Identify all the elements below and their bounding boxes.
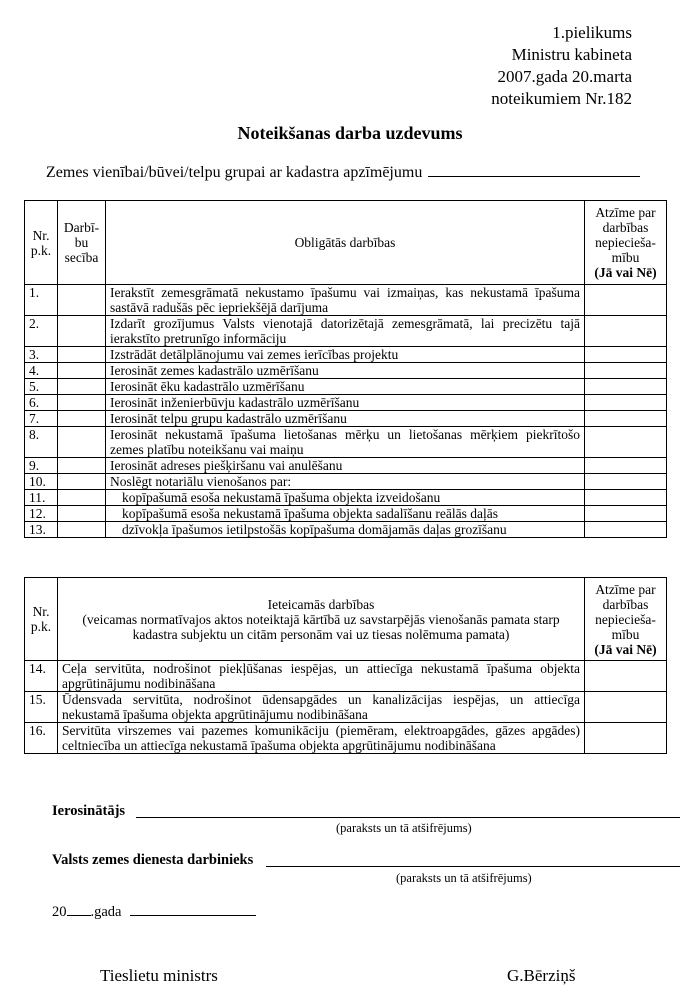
employee-signature-line[interactable] [266,853,680,867]
row-seq-cell[interactable] [58,427,106,458]
row-seq-cell[interactable] [58,379,106,395]
row-mark-cell[interactable] [585,490,667,506]
row-nr: 11. [25,490,58,506]
year-blank-line[interactable] [67,903,91,916]
row-mark-cell[interactable] [585,411,667,427]
row-text: Ierakstīt zemesgrāmatā nekustamo īpašumu vai izmaiņas, kas nekustamā īpašuma sastāvā radušās pēc iepriekšējā darījuma [106,285,585,316]
row-nr: 15. [25,692,58,723]
row-nr: 8. [25,427,58,458]
row-nr: 13. [25,522,58,538]
row-seq-cell[interactable] [58,490,106,506]
col-mark [585,578,667,661]
annex-line: noteikumiem Nr.182 [491,89,632,108]
table-row [25,692,667,723]
row-mark-cell[interactable] [585,522,667,538]
row-text: kopīpašumā esoša nekustamā īpašuma objekta sadalīšanu reālās daļās [106,506,585,522]
cadastre-field [46,162,640,182]
row-nr: 3. [25,347,58,363]
table-row [25,379,667,395]
row-nr: 12. [25,506,58,522]
row-seq-cell[interactable] [58,458,106,474]
row-text: Noslēgt notariālu vienošanos par: [106,474,585,490]
row-mark-cell[interactable] [585,661,667,692]
col-seq: Darbī-bu secība [58,201,106,285]
col-mark-label: Atzīme par darbības nepiecieša-mību [595,205,656,265]
table-row [25,490,667,506]
mandatory-actions-table [24,200,667,538]
row-mark-cell[interactable] [585,506,667,522]
row-nr: 1. [25,285,58,316]
table-header-row [25,578,667,661]
table-row [25,411,667,427]
col-actions [58,578,585,661]
row-seq-cell[interactable] [58,474,106,490]
employee-caption: (paraksts un tā atšifrējums) [396,871,532,885]
table-row [25,285,667,316]
row-nr: 7. [25,411,58,427]
initiator-label: Ierosinātājs [52,803,126,819]
col-actions: Obligātās darbības [106,201,585,285]
row-text: Servitūta virszemes vai pazemes komunikāciju (piemēram, elektroapgādes, gāzes apgādes) celtniecība un attiecīga nekustamā īpašuma objekta apgrūtinājumu nodibināšana [58,723,585,754]
recommended-actions-table [24,577,667,754]
annex-line: 2007.gada 20.marta [497,67,632,86]
col-nr: Nr. p.k. [25,201,58,285]
row-seq-cell[interactable] [58,506,106,522]
annex-line: 1.pielikums [552,23,632,42]
row-nr: 9. [25,458,58,474]
table-row [25,506,667,522]
row-text: Ierosināt ēku kadastrālo uzmērīšanu [106,379,585,395]
row-mark-cell[interactable] [585,379,667,395]
row-mark-cell[interactable] [585,395,667,411]
row-text: Ceļa servitūta, nodrošinot piekļūšanas iespējas, un attiecīga nekustamā īpašuma objekta apgrūtinājumu nodibināšana [58,661,585,692]
table-header-row [25,201,667,285]
row-text: Ierosināt telpu grupu kadastrālo uzmērīšanu [106,411,585,427]
row-seq-cell[interactable] [58,363,106,379]
table-row [25,458,667,474]
row-seq-cell[interactable] [58,347,106,363]
table-row [25,661,667,692]
row-text: Ierosināt nekustamā īpašuma lietošanas mērķu un lietošanas mērķiem piekrītošo zemes platību noteikšanu vai maiņu [106,427,585,458]
table-row [25,427,667,458]
col-actions-note: (veicamas normatīvajos aktos noteiktajā kārtībā uz savstarpējās vienošanās pamata starp kadastra subjektu un citām personām vai uz tiesas nolēmuma pamata) [82,611,560,642]
table-row [25,395,667,411]
row-seq-cell[interactable] [58,285,106,316]
row-nr: 10. [25,474,58,490]
col-mark-yn: (Jā vai Nē) [594,265,657,280]
row-nr: 2. [25,316,58,347]
row-text: Ūdensvada servitūta, nodrošinot ūdensapgādes un kanalizācijas iespējas, un attiecīga nekustamā īpašuma objekta apgrūtinājumu nodibināšana [58,692,585,723]
date-prefix: 20 [52,904,67,920]
date-field [52,903,256,921]
col-mark-label: Atzīme par darbības nepiecieša-mību [595,581,656,642]
row-seq-cell[interactable] [58,522,106,538]
date-suffix: .gada [90,904,122,920]
row-text: Ierosināt adreses piešķiršanu vai anulēšanu [106,458,585,474]
row-nr: 4. [25,363,58,379]
table-row [25,723,667,754]
row-nr: 6. [25,395,58,411]
table-row [25,363,667,379]
annex-line: Ministru kabineta [511,45,632,64]
row-text: dzīvokļa īpašumos ietilpstošās kopīpašuma domājamās daļas grozīšanu [106,522,585,538]
employee-label: Valsts zemes dienesta darbinieks [52,852,254,868]
row-mark-cell[interactable] [585,347,667,363]
cadastre-blank-line[interactable] [428,162,640,177]
row-mark-cell[interactable] [585,363,667,379]
table-row [25,522,667,538]
row-mark-cell[interactable] [585,285,667,316]
col-actions-title: Ieteicamās darbības [267,596,375,612]
row-mark-cell[interactable] [585,692,667,723]
cadastre-label: Zemes vienībai/būvei/telpu grupai ar kadastra apzīmējumu [46,164,423,181]
minister-name: G.Bērziņš [507,966,576,985]
row-text: Ierosināt zemes kadastrālo uzmērīšanu [106,363,585,379]
row-nr: 14. [25,661,58,692]
row-mark-cell[interactable] [585,474,667,490]
row-text: Izstrādāt detālplānojumu vai zemes ierīcības projektu [106,347,585,363]
row-mark-cell[interactable] [585,316,667,347]
row-mark-cell[interactable] [585,427,667,458]
col-nr: Nr. p.k. [25,578,58,661]
annex-header [491,22,632,110]
row-text: kopīpašumā esoša nekustamā īpašuma objekta izveidošanu [106,490,585,506]
minister-title: Tieslietu ministrs [100,966,218,985]
row-nr: 5. [25,379,58,395]
row-seq-cell[interactable] [58,316,106,347]
initiator-caption: (paraksts un tā atšifrējums) [336,821,472,835]
col-mark [585,201,667,285]
col-mark-yn: (Jā vai Nē) [594,641,657,657]
table-row [25,347,667,363]
row-nr: 16. [25,723,58,754]
row-mark-cell[interactable] [585,723,667,754]
row-mark-cell[interactable] [585,458,667,474]
document-title: Noteikšanas darba uzdevums [237,123,463,143]
row-text: Ierosināt inženierbūvju kadastrālo uzmērīšanu [106,395,585,411]
row-seq-cell[interactable] [58,411,106,427]
row-seq-cell[interactable] [58,395,106,411]
date-blank-line[interactable] [130,903,256,916]
row-text: Izdarīt grozījumus Valsts vienotajā datorizētajā zemesgrāmatā, lai precizētu tajā ierakstīto pretrunīgo informāciju [106,316,585,347]
initiator-signature-line[interactable] [136,804,680,818]
table-row [25,474,667,490]
table-row [25,316,667,347]
